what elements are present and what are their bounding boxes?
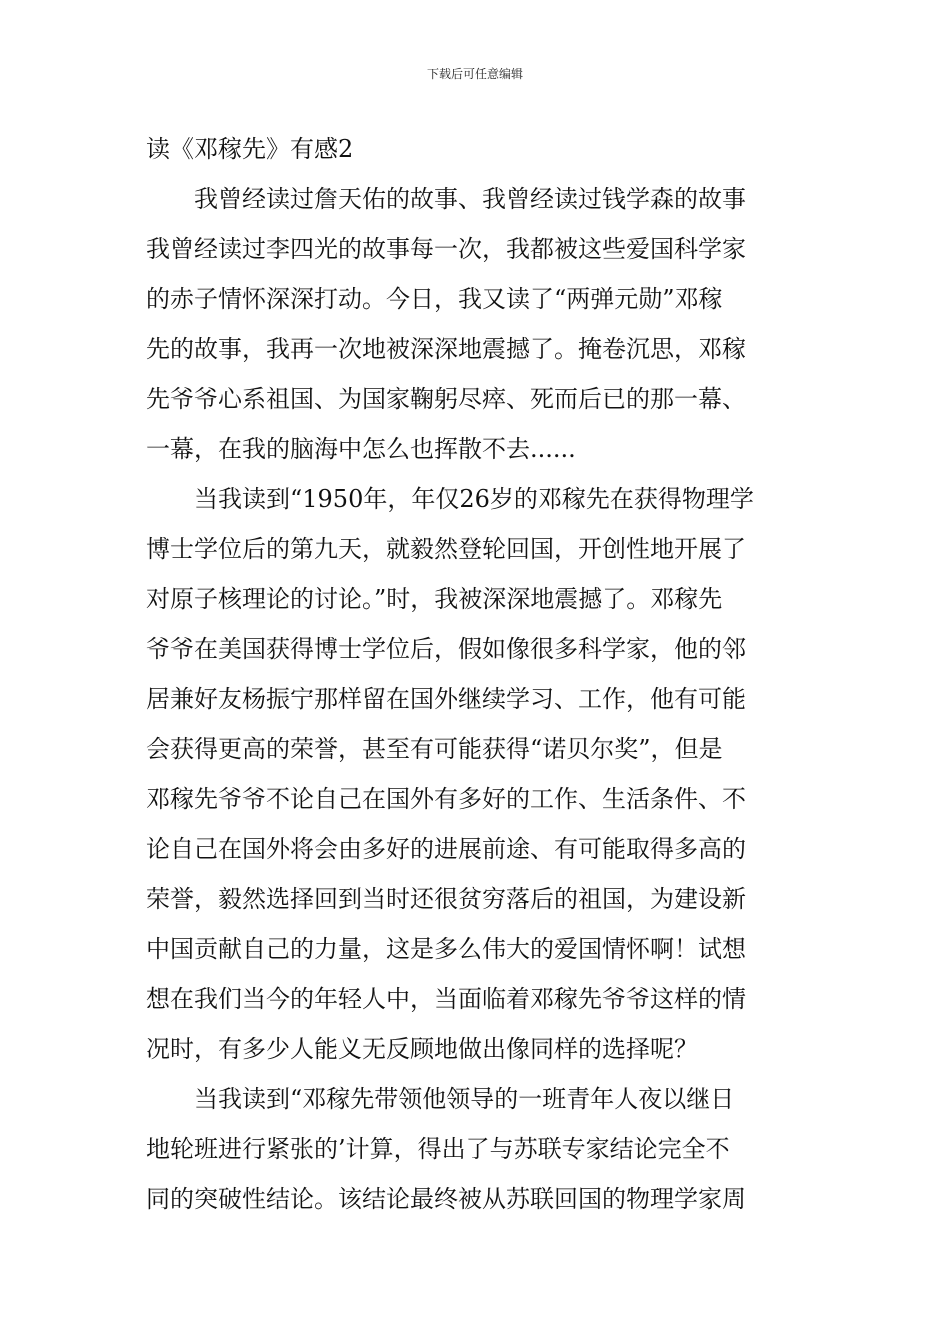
- text-line: 荣誉，毅然选择回到当时还很贫穷落后的祖国，为建设新: [146, 885, 746, 913]
- text-line: 一幕，在我的脑海中怎么也挥散不去......: [146, 435, 576, 463]
- text-line: 博士学位后的第九天，就毅然登轮回国，开创性地开展了: [146, 535, 746, 563]
- text-line: 同的突破性结论。该结论最终被从苏联回国的物理学家周: [146, 1185, 746, 1213]
- text-line: 想在我们当今的年轻人中，当面临着邓稼先爷爷这样的情: [146, 985, 746, 1013]
- document-title: 读《邓稼先》有感2: [146, 135, 354, 163]
- text-line: 中国贡献自己的力量，这是多么伟大的爱国情怀啊！试想: [146, 935, 746, 963]
- text-line: 当我读到“邓稼先带领他领导的一班青年人夜以继日: [146, 1085, 735, 1113]
- text-line: 我曾经读过詹天佑的故事、我曾经读过钱学森的故事: [146, 185, 746, 213]
- text-line: 地轮班进行紧张的’计算，得出了与苏联专家结论完全不: [146, 1135, 730, 1163]
- text-line: 爷爷在美国获得博士学位后，假如像很多科学家，他的邻: [146, 635, 746, 663]
- text-line: 先爷爷心系祖国、为国家鞠躬尽瘁、死而后已的那一幕、: [146, 385, 746, 413]
- header-note: 下载后可任意编辑: [426, 67, 523, 81]
- text-line: 先的故事，我再一次地被深深地震撼了。掩卷沉思，邓稼: [146, 335, 746, 363]
- text-line: 会获得更高的荣誉，甚至有可能获得“诺贝尔奖”，但是: [146, 735, 723, 763]
- text-line: 的赤子情怀深深打动。今日，我又读了“两弹元勋”邓稼: [146, 285, 723, 313]
- text-line: 论自己在国外将会由多好的进展前途、有可能取得多高的: [146, 835, 746, 863]
- text-line: 我曾经读过李四光的故事每一次，我都被这些爱国科学家: [146, 235, 746, 263]
- text-line: 对原子核理论的讨论。”时，我被深深地震撼了。邓稼先: [146, 585, 723, 613]
- text-line: 况时，有多少人能义无反顾地做出像同样的选择呢？: [146, 1035, 698, 1063]
- text-line: 居兼好友杨振宁那样留在国外继续学习、工作，他有可能: [146, 685, 746, 713]
- text-line: 邓稼先爷爷不论自己在国外有多好的工作、生活条件、不: [146, 785, 746, 813]
- text-line: 当我读到“1950年，年仅26岁的邓稼先在获得物理学: [146, 485, 754, 513]
- body-text: [146, 174, 806, 1224]
